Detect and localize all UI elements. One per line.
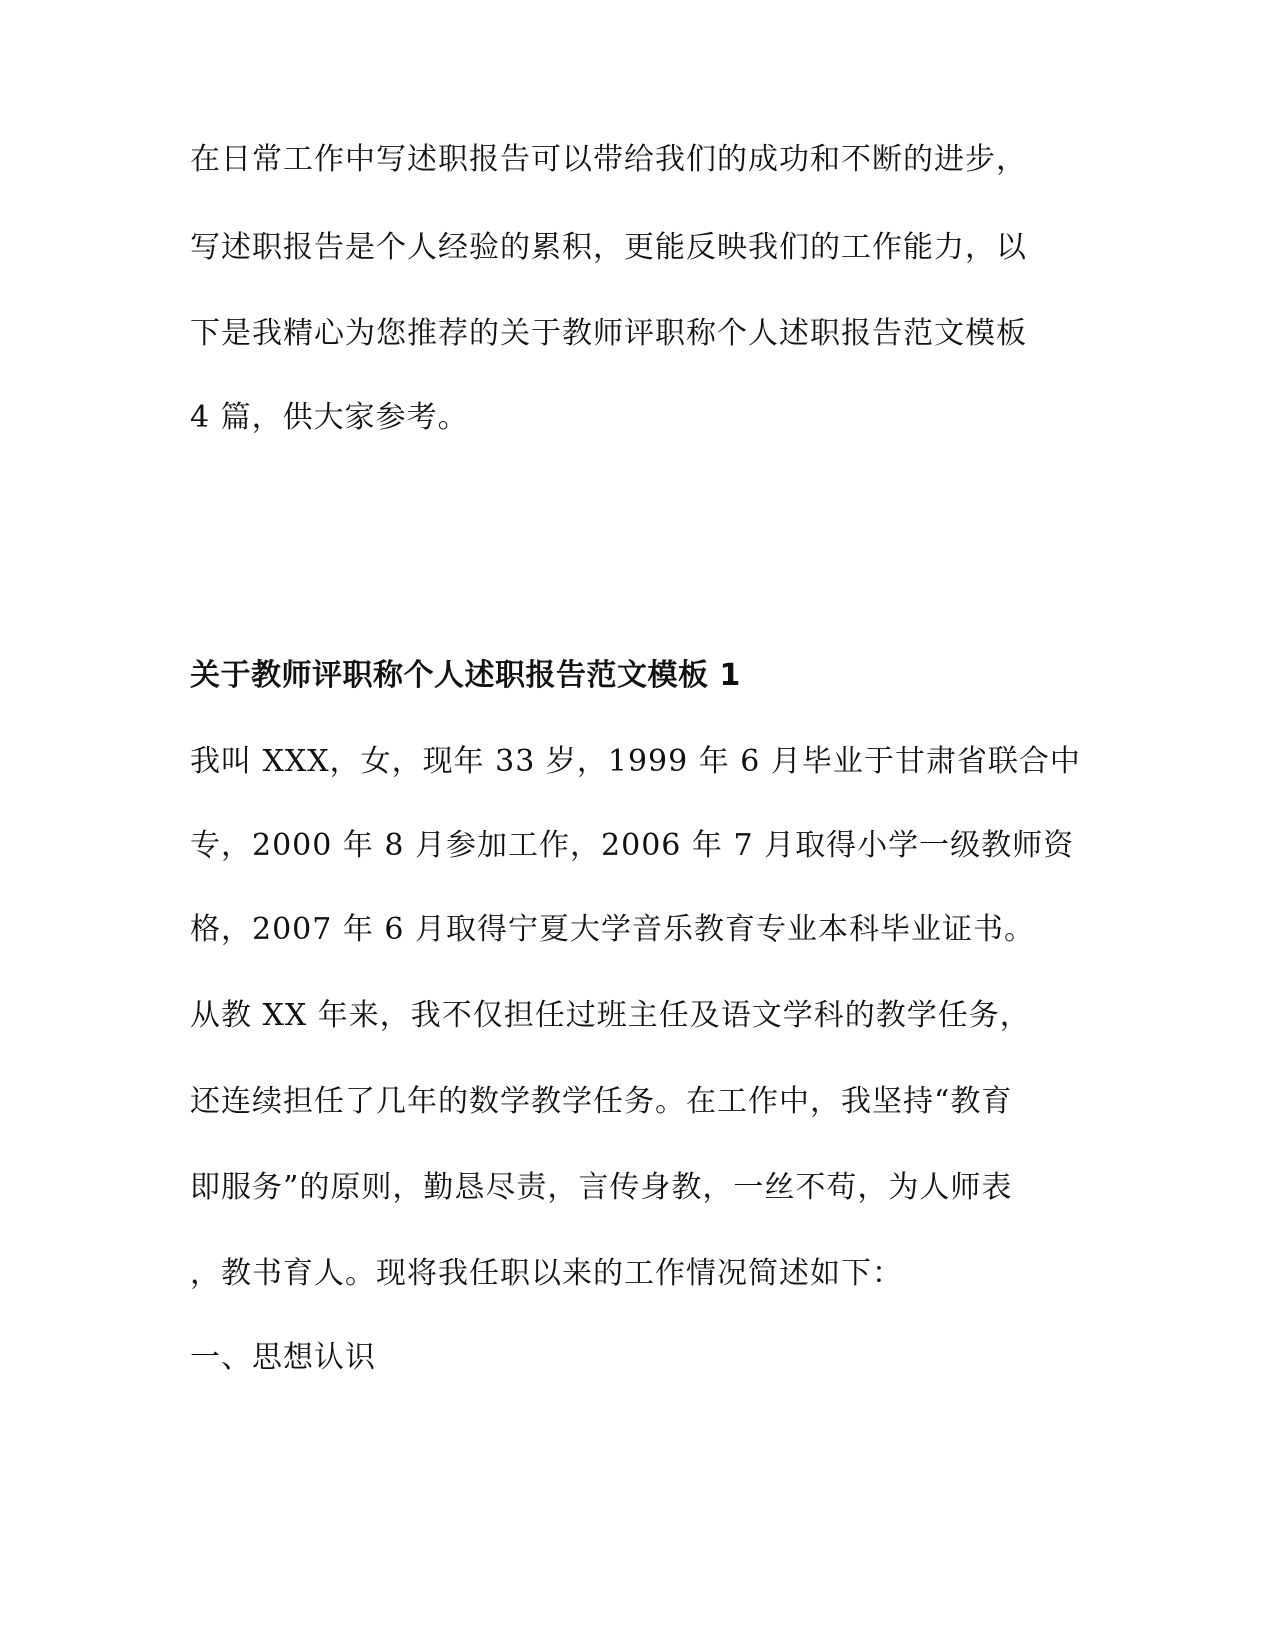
section-title: 关于教师评职称个人述职报告范文模板 1 xyxy=(190,658,741,693)
intro-line-2: 写述职报告是个人经验的累积，更能反映我们的工作能力，以 xyxy=(190,230,1027,265)
body-line-4: 从教 XX 年来，我不仅担任过班主任及语文学科的教学任务， xyxy=(190,998,1031,1033)
body-line-1: 我叫 XXX，女，现年 33 岁，1999 年 6 月毕业于甘肃省联合中 xyxy=(190,744,1081,779)
body-line-3: 格，2007 年 6 月取得宁夏大学音乐教育专业本科毕业证书。 xyxy=(190,912,1036,947)
intro-line-1: 在日常工作中写述职报告可以带给我们的成功和不断的进步， xyxy=(190,142,1027,177)
body-line-6: 即服务”的原则，勤恳尽责，言传身教，一丝不苟，为人师表 xyxy=(190,1170,1013,1205)
intro-line-3: 下是我精心为您推荐的关于教师评职称个人述职报告范文模板 xyxy=(190,316,1027,351)
body-line-2: 专，2000 年 8 月参加工作，2006 年 7 月取得小学一级教师资 xyxy=(190,828,1075,863)
body-line-5: 还连续担任了几年的数学教学任务。在工作中，我坚持“教育 xyxy=(190,1084,1013,1119)
intro-line-4: 4 篇，供大家参考。 xyxy=(190,400,469,435)
section-subheading: 一、思想认识 xyxy=(190,1340,376,1375)
body-line-7: ，教书育人。现将我任职以来的工作情况简述如下： xyxy=(190,1256,903,1291)
